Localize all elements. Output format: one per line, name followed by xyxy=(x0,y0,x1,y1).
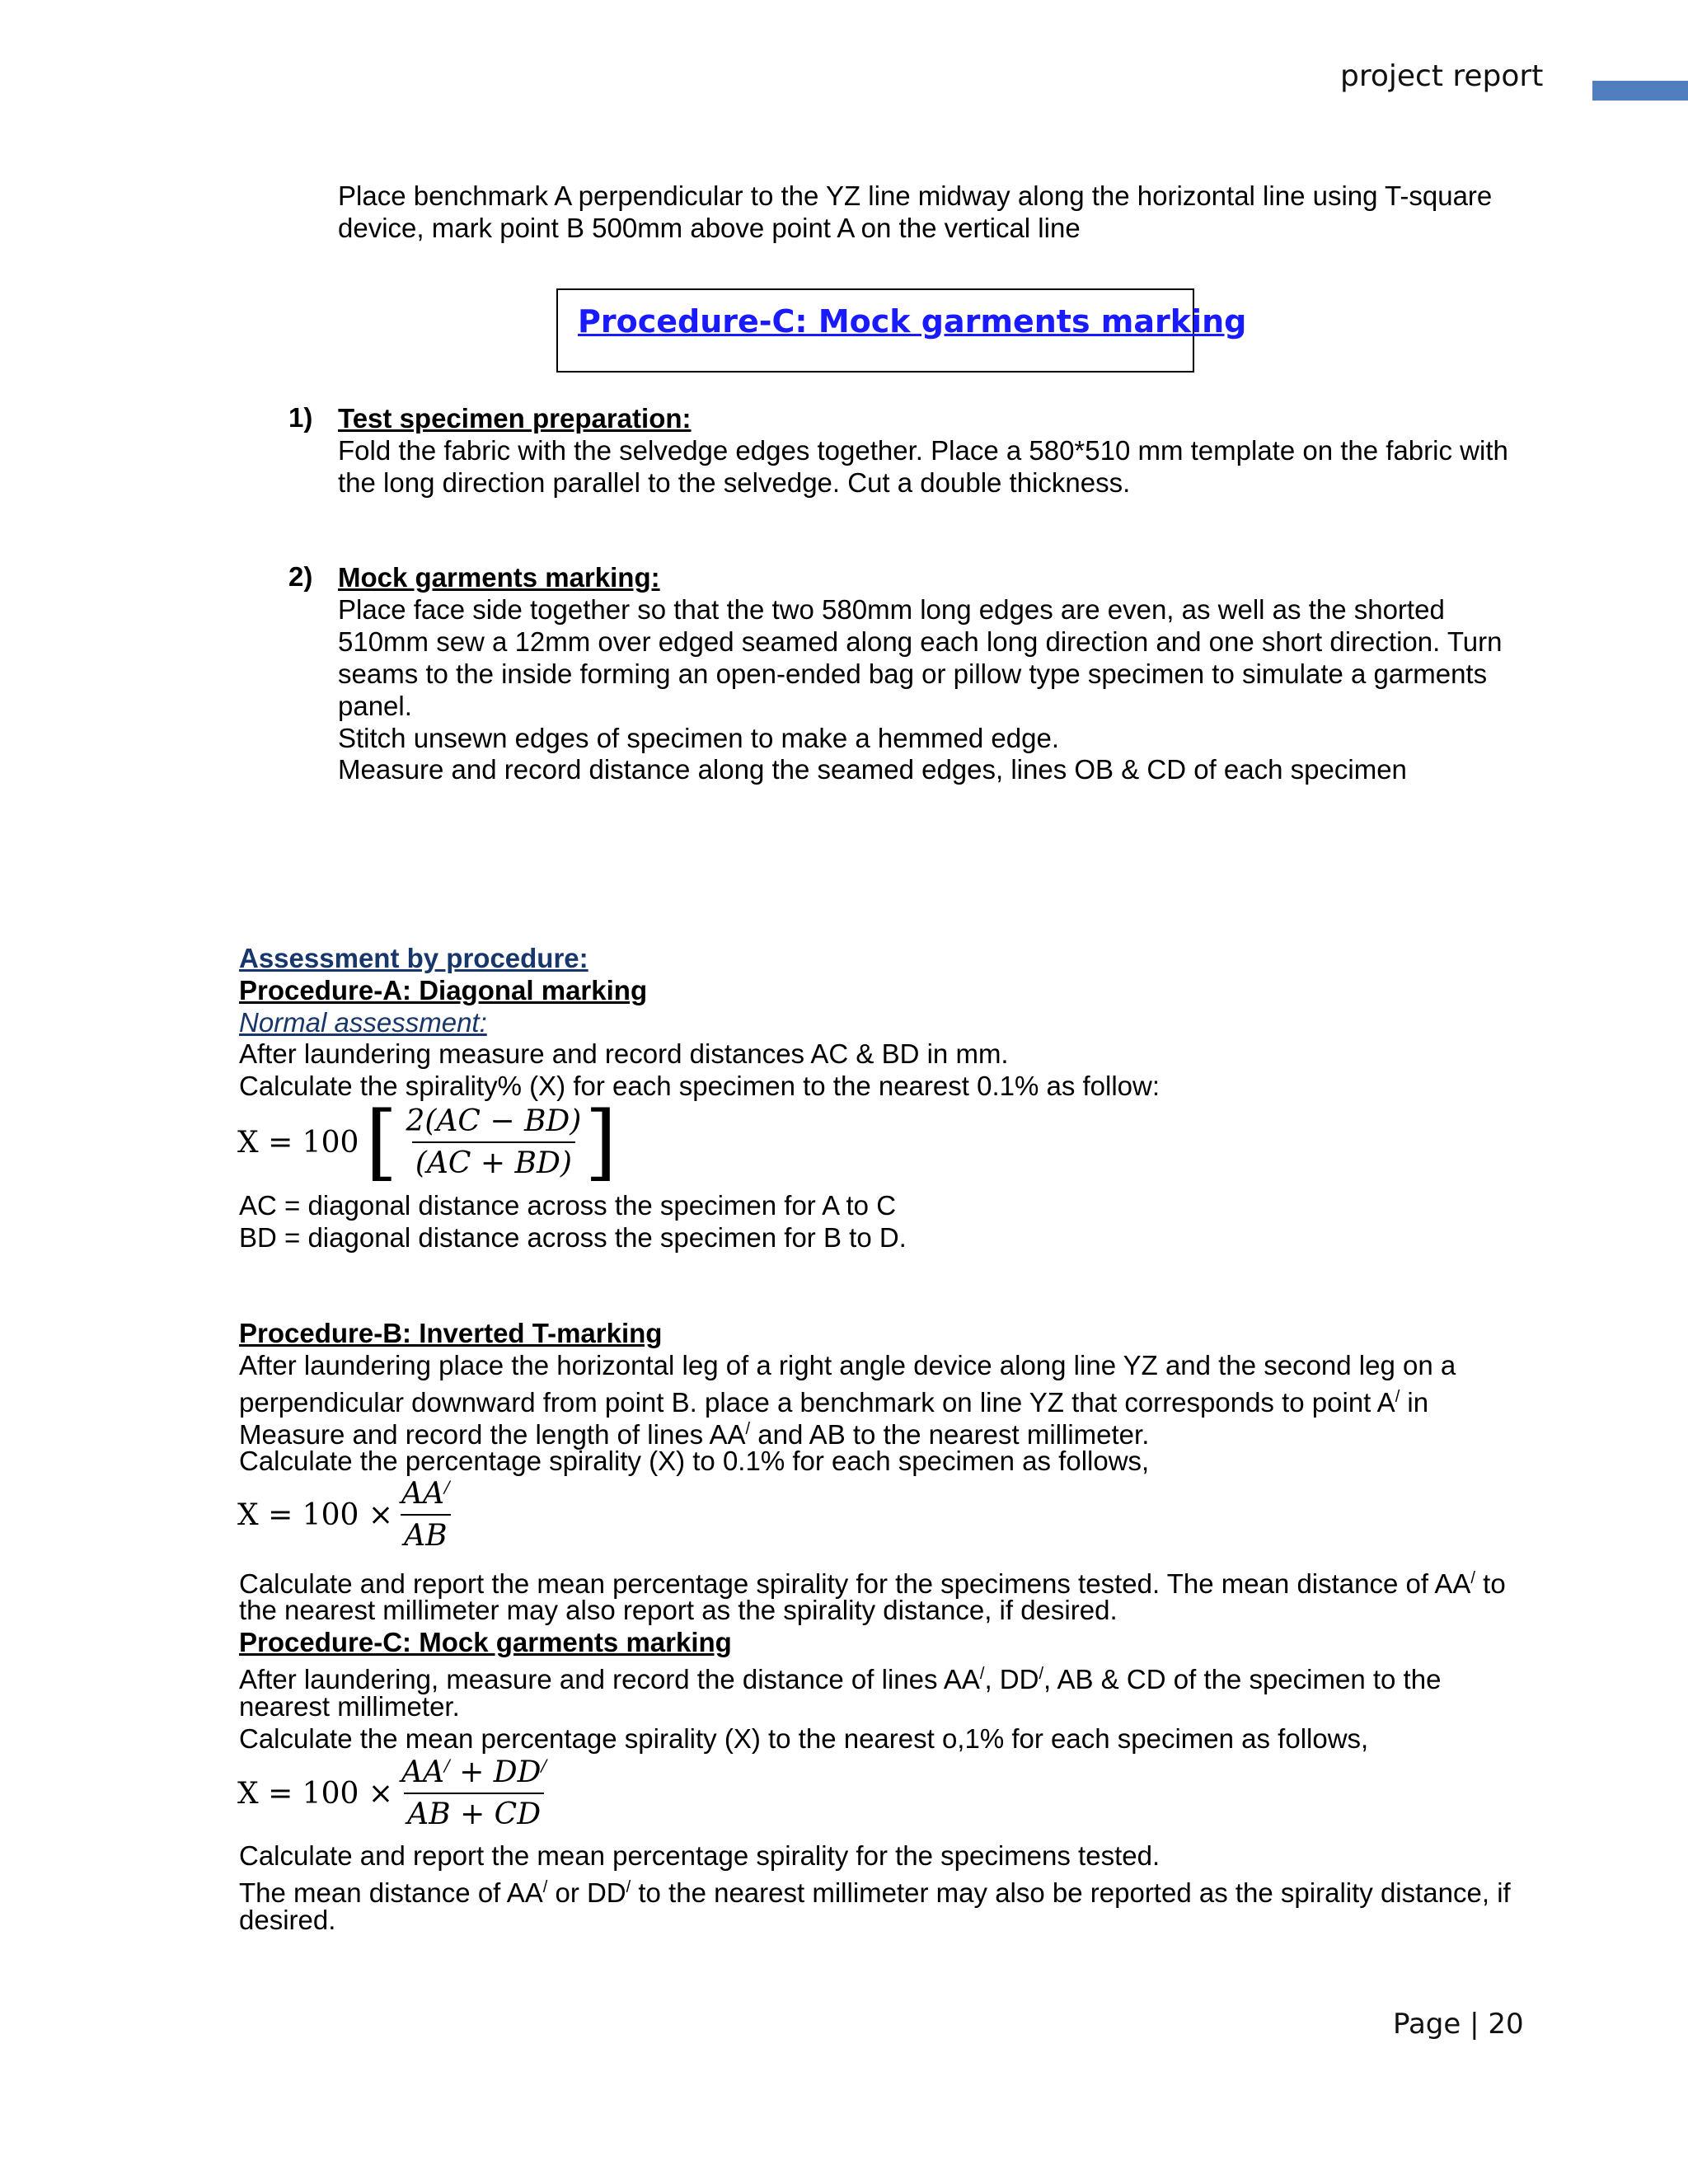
header-title: project report xyxy=(1340,59,1544,93)
intro-line-2: device, mark point B 500mm above point A on the vertical line xyxy=(338,213,1081,243)
proc-b-line-5: Calculate and report the mean percentage spirality for the specimens tested. The mean distance of AA/ to xyxy=(239,1568,1506,1599)
formula-a-numerator: 2(AC − BD) xyxy=(406,1104,582,1138)
step-2-line: seams to the inside forming an open-ended bag or pillow type specimen to simulate a garments xyxy=(338,658,1488,689)
bracket-left: [ xyxy=(365,1094,398,1190)
proc-c-line-6: desired. xyxy=(239,1905,336,1935)
step-2-line: 510mm sew a 12mm over edged seamed along each long direction and one short direction. Turn xyxy=(338,626,1503,657)
formula-b-lhs: X = 100 × xyxy=(237,1497,393,1532)
boxed-heading: Procedure-C: Mock garments marking xyxy=(578,303,1247,340)
proc-c-line-4: Calculate and report the mean percentage spirality for the specimens tested. xyxy=(239,1840,1160,1871)
proc-c-line-2: nearest millimeter. xyxy=(239,1691,460,1722)
proc-c-line-3: Calculate the mean percentage spirality (X) to the nearest o,1% for each specimen as follows, xyxy=(239,1723,1369,1754)
proc-c-title: Procedure-C: Mock garments marking xyxy=(239,1627,732,1657)
formula-b-fraction xyxy=(398,1477,453,1553)
formula-a-denominator: (AC + BD) xyxy=(412,1141,575,1180)
proc-a-line-2: Calculate the spirality% (X) for each specimen to the nearest 0.1% as follow: xyxy=(239,1071,1160,1101)
proc-c-line-1: After laundering, measure and record the distance of lines AA/, DD/, AB & CD of the specimen to the xyxy=(239,1664,1442,1694)
formula-a-fraction xyxy=(402,1104,584,1180)
proc-a-def-1: AC = diagonal distance across the specimen for A to C xyxy=(239,1190,897,1221)
step-1-line: Fold the fabric with the selvedge edges together. Place a 580*510 mm template on the fabric with xyxy=(338,435,1508,466)
formula-c xyxy=(237,1755,550,1831)
formula-c-numerator: AA/ + DD/ xyxy=(401,1755,547,1789)
proc-b-line-6: the nearest millimeter may also report as the spirality distance, if desired. xyxy=(239,1595,1118,1625)
step-2-title: Mock garments marking: xyxy=(338,562,660,593)
bracket-right: ] xyxy=(584,1094,617,1190)
step-2-number: 2) xyxy=(288,561,313,592)
proc-b-line-1: After laundering place the horizontal leg of a right angle device along line YZ and the second leg on a xyxy=(239,1350,1456,1380)
assessment-heading: Assessment by procedure: xyxy=(239,943,588,973)
proc-a-subtitle: Normal assessment: xyxy=(239,1007,487,1038)
boxed-heading-frame xyxy=(556,288,1247,373)
proc-a-def-2: BD = diagonal distance across the specimen for B to D. xyxy=(239,1222,907,1253)
step-1-number: 1) xyxy=(288,402,313,433)
formula-a xyxy=(237,1094,617,1190)
step-2-line: Measure and record distance along the seamed edges, lines OB & CD of each specimen xyxy=(338,754,1407,785)
formula-c-fraction xyxy=(398,1755,550,1831)
step-2-line: Place face side together so that the two 580mm long edges are even, as well as the shorted xyxy=(338,594,1445,625)
step-1-line: the long direction parallel to the selvedge. Cut a double thickness. xyxy=(338,467,1131,498)
proc-b-line-2: perpendicular downward from point B. place a benchmark on line YZ that corresponds to point A/ in xyxy=(239,1387,1429,1418)
formula-c-lhs: X = 100 × xyxy=(237,1776,393,1811)
header-accent-bar xyxy=(1592,81,1688,101)
proc-a-title: Procedure-A: Diagonal marking xyxy=(239,975,648,1005)
proc-c-line-5: The mean distance of AA/ or DD/ to the nearest millimeter may also be reported as the spirality distance, if xyxy=(239,1877,1511,1908)
proc-b-line-3: Measure and record the length of lines AA/ and AB to the nearest millimeter. xyxy=(239,1419,1150,1450)
intro-line-1: Place benchmark A perpendicular to the YZ line midway along the horizontal line using T-square xyxy=(338,180,1493,211)
step-2-line: Stitch unsewn edges of specimen to make a hemmed edge. xyxy=(338,723,1059,753)
step-2-line: panel. xyxy=(338,691,412,721)
page-number: Page | 20 xyxy=(1393,2008,1524,2041)
formula-a-lhs: X = 100 xyxy=(237,1125,359,1160)
proc-a-line-1: After laundering measure and record distances AC & BD in mm. xyxy=(239,1038,1009,1069)
formula-b xyxy=(237,1477,453,1553)
formula-b-numerator: AA/ xyxy=(401,1477,450,1511)
step-1-title: Test specimen preparation: xyxy=(338,403,692,434)
proc-b-title: Procedure-B: Inverted T-marking xyxy=(239,1318,663,1348)
formula-c-denominator: AB + CD xyxy=(404,1793,544,1831)
proc-b-line-4: Calculate the percentage spirality (X) to 0.1% for each specimen as follows, xyxy=(239,1446,1150,1476)
formula-b-denominator: AB xyxy=(401,1514,450,1553)
